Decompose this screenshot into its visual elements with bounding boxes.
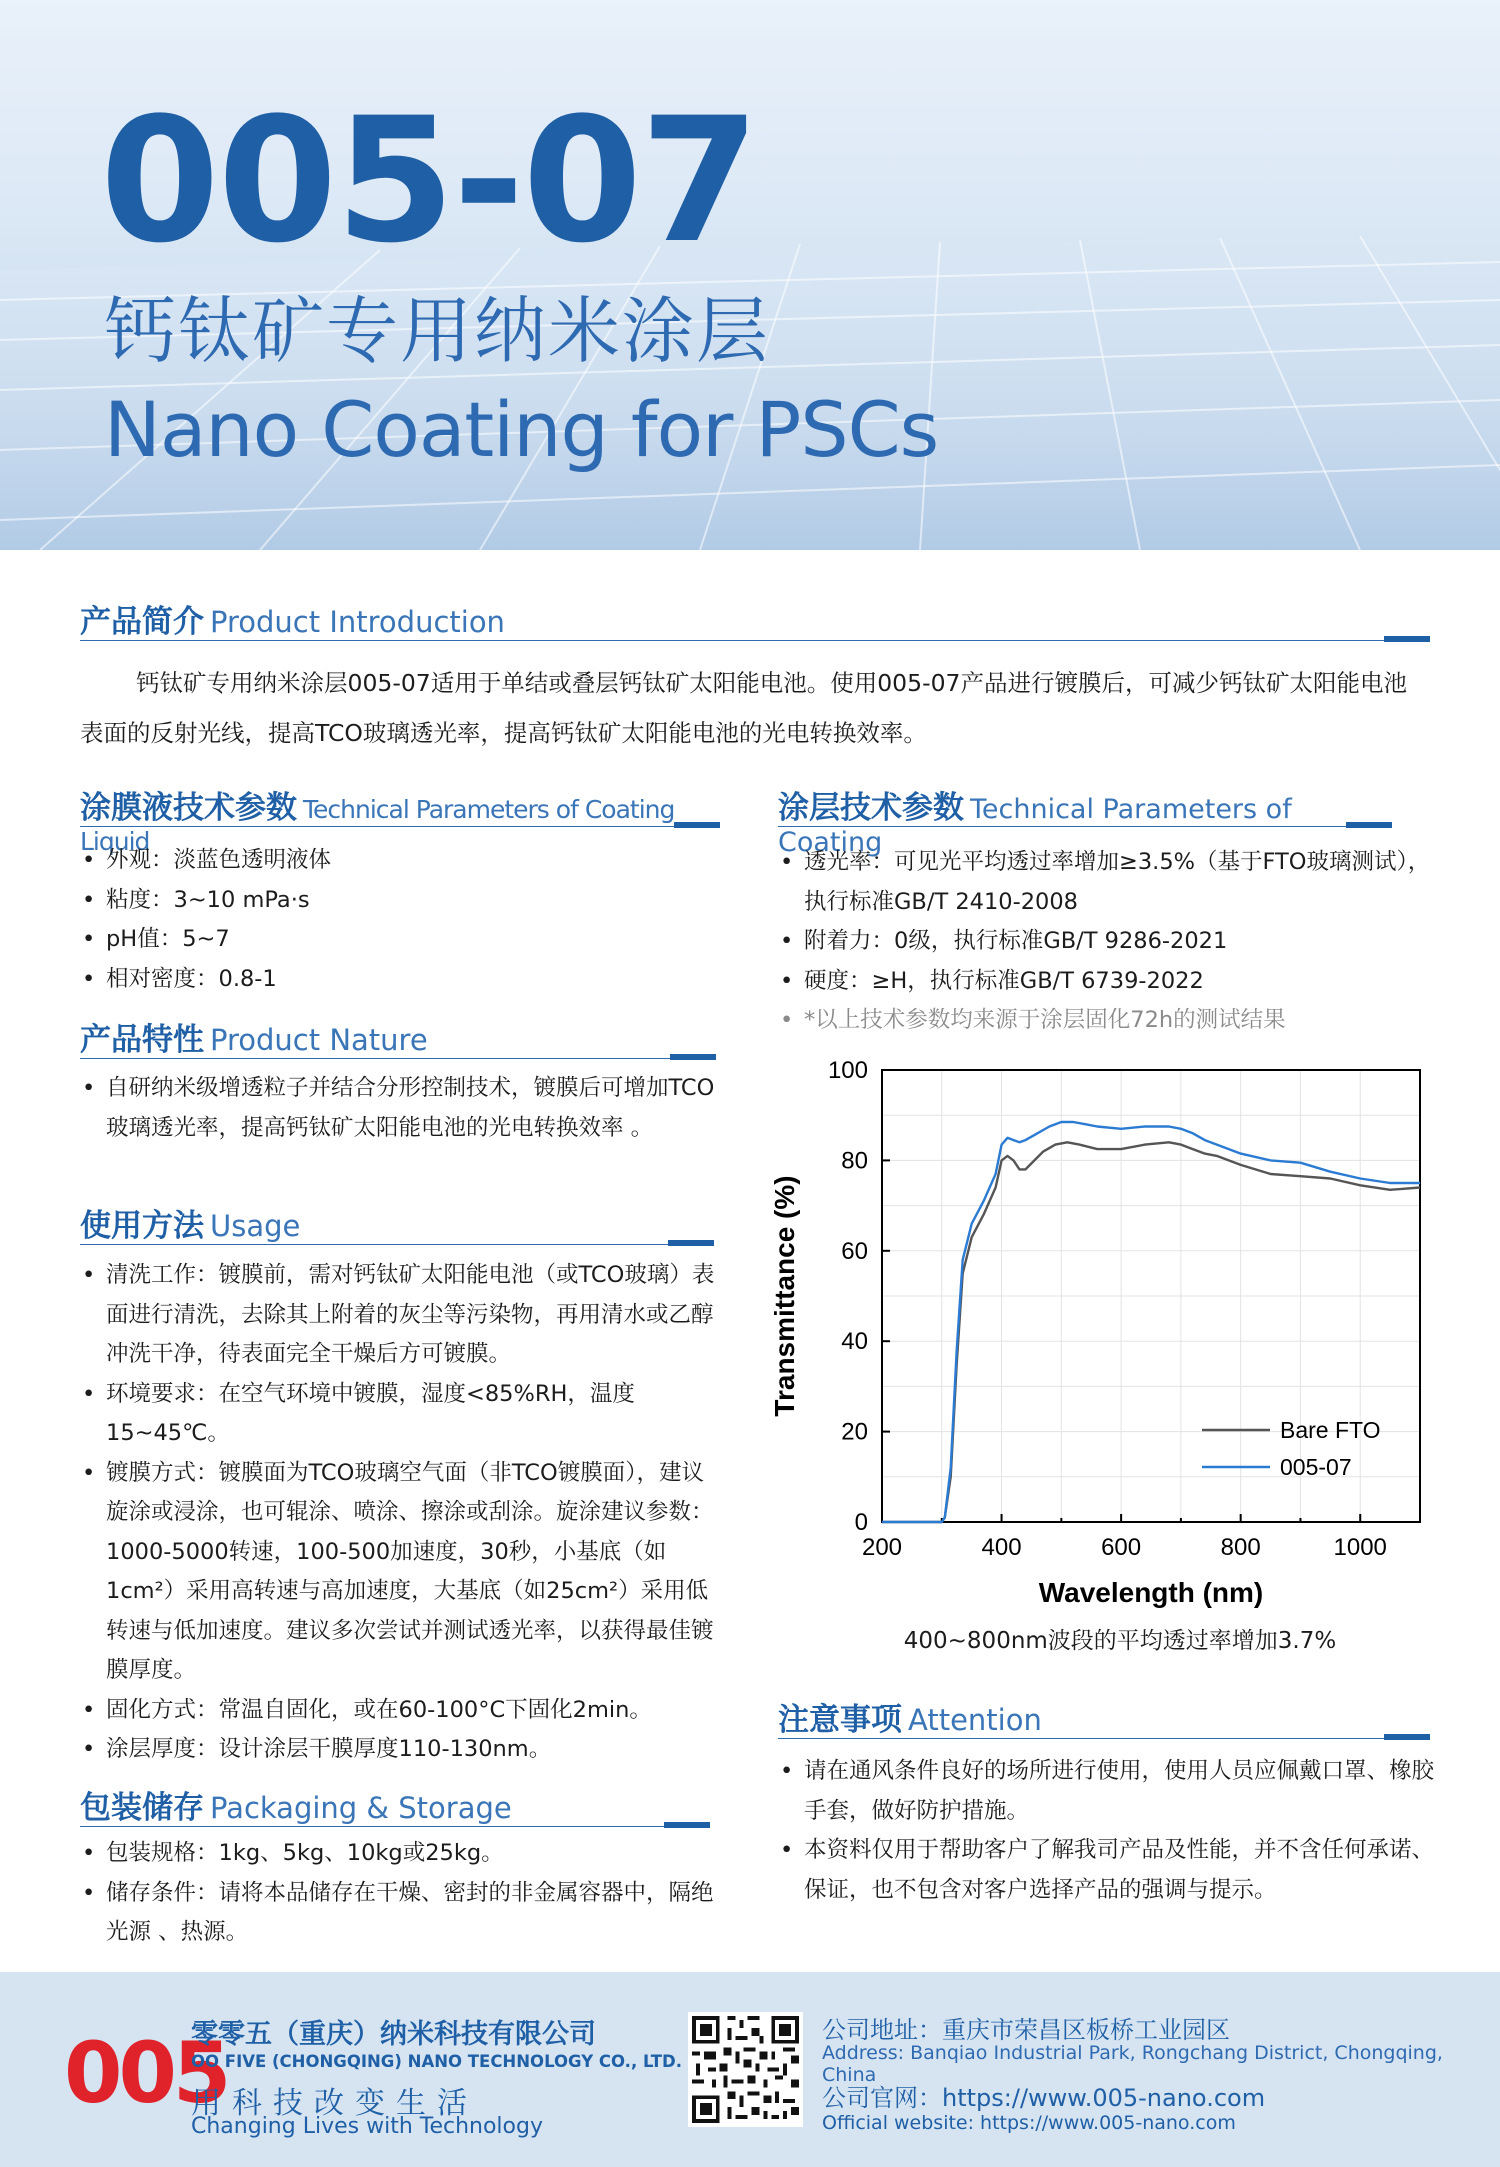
company-logo xyxy=(62,2020,228,2122)
legend-label: 005-07 xyxy=(1280,1454,1352,1480)
hero-banner xyxy=(0,0,1500,550)
divider xyxy=(80,1826,710,1827)
transmittance-chart xyxy=(770,1048,1440,1628)
list-item: • 本资料仅用于帮助客户了解我司产品及性能，并不含任何承诺、保证，也不包含对客户选择产品的强调与提示。 xyxy=(780,1831,1440,1910)
section-header-intro xyxy=(80,596,1430,640)
section-header-storage xyxy=(80,1782,710,1826)
section-title-cn: 涂层技术参数 xyxy=(778,790,964,826)
list-item: • 包装规格：1kg、5kg、10kg或25kg。 xyxy=(82,1834,722,1874)
list-item: • 环境要求：在空气环境中镀膜，湿度<85%RH，温度15~45℃。 xyxy=(82,1375,722,1454)
section-title-en: Product Introduction xyxy=(210,605,505,639)
y-tick-label: 100 xyxy=(827,1057,868,1084)
list-item: • pH值：5~7 xyxy=(82,920,722,960)
attention-list xyxy=(780,1752,1440,1910)
list-item: • 储存条件：请将本品储存在干燥、密封的非金属容器中，隔绝光源 、热源。 xyxy=(82,1874,722,1953)
x-tick-label: 800 xyxy=(1220,1534,1261,1561)
list-item: • 硬度：≥H，执行标准GB/T 6739-2022 xyxy=(780,962,1440,1002)
section-title-en: Technical Parameters of Coating xyxy=(778,794,1292,858)
divider xyxy=(80,1058,716,1059)
address-en: Address: Banqiao Industrial Park, Rongchang District, Chongqing, China xyxy=(822,2042,1443,2086)
x-tick-label: 1000 xyxy=(1333,1534,1387,1561)
section-accent xyxy=(668,1240,714,1246)
section-header-usage xyxy=(80,1200,714,1244)
slogan-en: Changing Lives with Technology xyxy=(191,2114,543,2139)
section-title-cn: 产品特性 xyxy=(80,1022,204,1058)
logo-text: 005 xyxy=(64,2024,228,2122)
section-title-en: Attention xyxy=(908,1703,1042,1737)
list-item: • 请在通风条件良好的场所进行使用，使用人员应佩戴口罩、橡胶手套，做好防护措施。 xyxy=(780,1752,1440,1831)
company-name-en: OO FIVE (CHONGQING) NANO TECHNOLOGY CO., LTD. xyxy=(191,2052,682,2071)
section-header-nature xyxy=(80,1014,716,1058)
section-accent xyxy=(1384,636,1430,642)
x-tick-label: 200 xyxy=(861,1534,903,1561)
website-cn-link[interactable]: 公司官网：https://www.005-nano.com xyxy=(822,2084,1266,2112)
section-accent xyxy=(674,822,720,828)
section-title-cn: 涂膜液技术参数 xyxy=(80,790,297,826)
y-axis-label: Transmittance (%) xyxy=(769,1175,800,1417)
x-axis-label: Wavelength (nm) xyxy=(1038,1577,1264,1608)
divider xyxy=(778,826,1392,827)
section-title-cn: 使用方法 xyxy=(80,1208,204,1244)
list-item: • 附着力：0级，执行标准GB/T 9286-2021 xyxy=(780,922,1440,962)
y-tick-label: 60 xyxy=(841,1237,868,1265)
section-title-cn: 注意事项 xyxy=(778,1702,902,1738)
list-item: • 自研纳米级增透粒子并结合分形控制技术，镀膜后可增加TCO玻璃透光率，提高钙钛矿太阳能电池的光电转换效率 。 xyxy=(82,1069,722,1148)
product-title-en: Nano Coating for PSCs xyxy=(104,385,939,474)
y-tick-label: 80 xyxy=(841,1147,868,1175)
section-accent xyxy=(670,1054,716,1060)
company-name-cn: 零零五（重庆）纳米科技有限公司 xyxy=(191,2019,596,2050)
divider xyxy=(80,640,1430,641)
list-item: • 固化方式：常温自固化，或在60-100°C下固化2min。 xyxy=(82,1691,722,1731)
website-en-link[interactable]: Official website: https://www.005-nano.com xyxy=(822,2112,1236,2134)
divider xyxy=(80,1244,714,1245)
intro-paragraph: 钙钛矿专用纳米涂层005-07适用于单结或叠层钙钛矿太阳能电池。使用005-07产品进行镀膜后，可减少钙钛矿太阳能电池表面的反射光线，提高TCO玻璃透光率，提高钙钛矿太阳能电池的光电转换效率。 xyxy=(80,669,1407,747)
storage-list xyxy=(82,1834,722,1953)
divider xyxy=(778,1738,1430,1739)
y-tick-label: 40 xyxy=(841,1328,868,1356)
x-tick-label: 400 xyxy=(981,1534,1022,1561)
list-item: • 相对密度：0.8-1 xyxy=(82,960,722,1000)
section-header-liquid xyxy=(80,782,720,856)
section-accent xyxy=(664,1822,710,1828)
x-tick-label: 600 xyxy=(1101,1534,1142,1561)
nature-list xyxy=(82,1069,722,1148)
divider xyxy=(80,826,720,827)
section-title-cn: 包装储存 xyxy=(80,1790,204,1826)
usage-list xyxy=(82,1256,722,1770)
qr-code-icon[interactable] xyxy=(688,2012,803,2127)
section-accent xyxy=(1346,822,1392,828)
section-title-en: Product Nature xyxy=(210,1023,428,1057)
section-title-en: Packaging & Storage xyxy=(210,1791,512,1825)
list-item: • 清洗工作：镀膜前，需对钙钛矿太阳能电池（或TCO玻璃）表面进行清洗，去除其上附着的灰尘等污染物，再用清水或乙醇冲洗干净，待表面完全干燥后方可镀膜。 xyxy=(82,1256,722,1375)
liquid-params-list xyxy=(82,841,722,999)
list-item: • 外观：淡蓝色透明液体 xyxy=(82,841,722,881)
section-header-attention xyxy=(778,1694,1430,1738)
section-accent xyxy=(1384,1734,1430,1740)
y-tick-label: 20 xyxy=(841,1418,868,1446)
footnote: • *以上技术参数均来源于涂层固化72h的测试结果 xyxy=(780,1001,1440,1041)
product-code: 005-07 xyxy=(100,80,758,281)
chart-caption: 400~800nm波段的平均透过率增加3.7% xyxy=(903,1628,1337,1654)
product-title-cn: 钙钛矿专用纳米涂层 xyxy=(104,289,771,373)
legend-label: Bare FTO xyxy=(1280,1417,1381,1443)
coating-params-list xyxy=(780,843,1440,1041)
list-item: • 粘度：3~10 mPa·s xyxy=(82,881,722,921)
list-item: • 镀膜方式：镀膜面为TCO玻璃空气面（非TCO镀膜面），建议旋涂或浸涂，也可辊涂、喷涂、擦涂或刮涂。旋涂建议参数：1000-5000转速，100-500加速度，30秒，小基底（如1cm²）采用高转速与高加速度，大基底（如25cm²）采用低转速与低加速度。建议多次尝试并测试透光率，以获得最佳镀膜厚度。 xyxy=(82,1454,722,1691)
y-tick-label: 0 xyxy=(854,1509,868,1536)
slogan-cn: 用科技改变生活 xyxy=(191,2086,478,2121)
section-header-coating xyxy=(778,782,1392,858)
section-title-en: Technical Parameters of Coating Liquid xyxy=(80,795,675,856)
address-cn: 公司地址：重庆市荣昌区板桥工业园区 xyxy=(822,2016,1230,2044)
list-item: • 涂层厚度：设计涂层干膜厚度110-130nm。 xyxy=(82,1730,722,1770)
list-item: • 透光率：可见光平均透过率增加≥3.5%（基于FTO玻璃测试），执行标准GB/T 2410-2008 xyxy=(780,843,1440,922)
section-title-en: Usage xyxy=(210,1209,301,1243)
section-title-cn: 产品简介 xyxy=(80,604,204,640)
